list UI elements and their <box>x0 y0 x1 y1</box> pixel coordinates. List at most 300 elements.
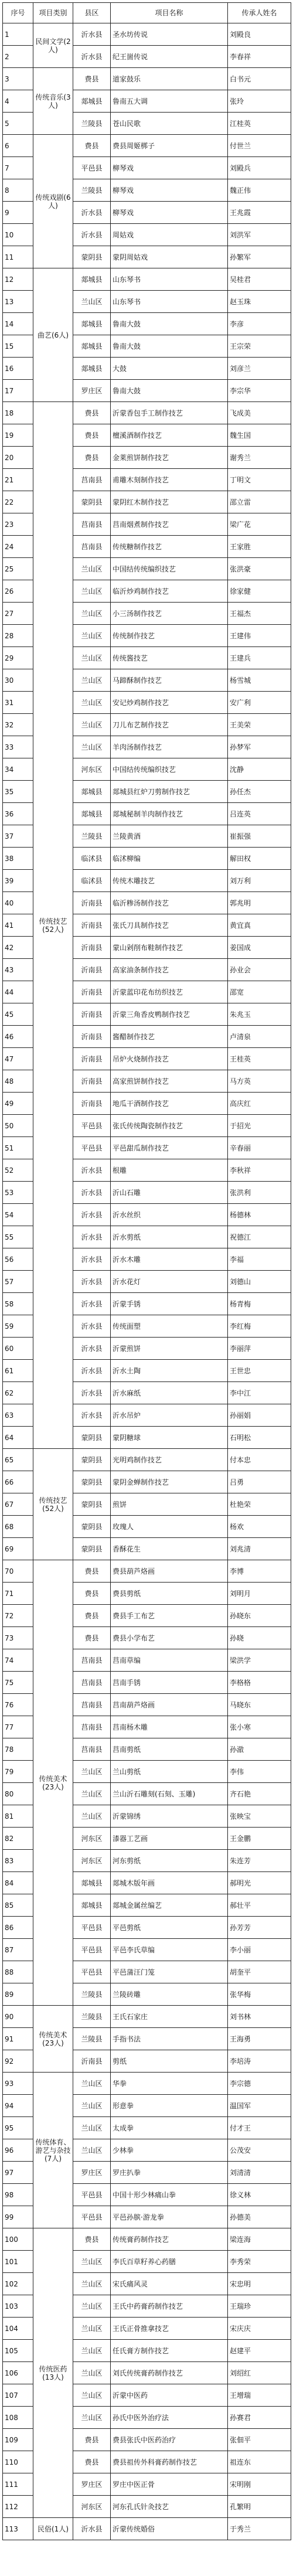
row-number: 77 <box>3 1716 33 1738</box>
row-number: 102 <box>3 2273 33 2295</box>
project-name-cell: 张氏传统陶瓷制作技艺 <box>111 1115 228 1137</box>
project-name-cell: 苍山民歌 <box>111 113 228 135</box>
district-cell: 沂水县 <box>73 1182 111 1204</box>
district-cell: 平邑县 <box>73 2184 111 2206</box>
inheritor-name-cell: 李格格 <box>228 1672 291 1694</box>
district-cell: 沂水县 <box>73 1338 111 1360</box>
row-number: 47 <box>3 1048 33 1070</box>
project-name-cell: 河东剪纸 <box>111 1850 228 1872</box>
district-cell: 沂水县 <box>73 1204 111 1226</box>
row-number: 69 <box>3 1538 33 1560</box>
inheritor-name-cell: 卢清泉 <box>228 1026 291 1048</box>
inheritor-name-cell: 李秋祥 <box>228 1159 291 1182</box>
district-cell: 蒙阴县 <box>73 1471 111 1493</box>
project-name-cell: 圣水坊传说 <box>111 23 228 46</box>
row-number: 92 <box>3 2050 33 2073</box>
inheritor-name-cell: 王增瑞 <box>228 2384 291 2407</box>
district-cell: 莒南县 <box>73 469 111 491</box>
district-cell: 蒙阴县 <box>73 1493 111 1516</box>
table-row <box>3 2073 291 2095</box>
inheritor-name-cell: 杨青梅 <box>228 1293 291 1315</box>
inheritor-name-cell: 王桂英 <box>228 1048 291 1070</box>
inheritor-name-cell: 魏正伟 <box>228 179 291 202</box>
table-body <box>3 23 291 2540</box>
row-number: 26 <box>3 580 33 603</box>
table-row <box>3 2518 291 2540</box>
district-cell: 郯城县 <box>73 335 111 358</box>
row-number: 53 <box>3 1182 33 1204</box>
project-name-cell: 光明鸡制作技艺 <box>111 1449 228 1471</box>
row-number: 64 <box>3 1427 33 1449</box>
district-cell: 郯城县 <box>73 1894 111 1917</box>
inheritor-name-cell: 白书元 <box>228 68 291 90</box>
project-name-cell: 柳琴戏 <box>111 179 228 202</box>
category-cell: 传统音乐(3人) <box>33 68 73 135</box>
inheritor-name-cell: 王世忠 <box>228 1360 291 1382</box>
district-cell: 沂水县 <box>73 2518 111 2540</box>
district-cell: 兰山区 <box>73 736 111 758</box>
row-number: 54 <box>3 1204 33 1226</box>
project-name-cell: 传统酱技艺 <box>111 647 228 669</box>
inheritor-name-cell: 李彦 <box>228 313 291 335</box>
project-name-cell: 道家鼓乐 <box>111 68 228 90</box>
district-cell: 兰山区 <box>73 2407 111 2429</box>
row-number: 33 <box>3 736 33 758</box>
row-number: 50 <box>3 1115 33 1137</box>
district-cell: 兰山区 <box>73 2073 111 2095</box>
inheritor-name-cell: 宋忠明 <box>228 2273 291 2295</box>
project-name-cell: 兰山剪纸 <box>111 1761 228 1783</box>
project-name-cell: 华拳 <box>111 2073 228 2095</box>
row-number: 94 <box>3 2095 33 2117</box>
inheritor-name-cell: 祖连东 <box>228 2451 291 2473</box>
inheritor-name-cell: 辛春丽 <box>228 1137 291 1159</box>
project-name-cell: 小三汤制作技艺 <box>111 603 228 625</box>
project-name-cell: 罗庄扒拳 <box>111 2162 228 2184</box>
inheritor-name-cell: 王宗荣 <box>228 335 291 358</box>
inheritor-name-cell: 张映宝 <box>228 1805 291 1828</box>
row-number: 2 <box>3 46 33 68</box>
category-cell: 传统体育、游艺与杂技(7人) <box>33 2073 73 2228</box>
row-number: 42 <box>3 937 33 959</box>
district-cell: 郯城县 <box>73 803 111 825</box>
row-number: 30 <box>3 669 33 692</box>
row-number: 36 <box>3 803 33 825</box>
row-number: 74 <box>3 1649 33 1672</box>
project-name-cell: 费县葫芦烙画 <box>111 1560 228 1583</box>
district-cell: 兰山区 <box>73 2340 111 2362</box>
project-name-cell: 香酥花生 <box>111 1538 228 1560</box>
row-number: 105 <box>3 2340 33 2362</box>
district-cell: 兰山区 <box>73 2251 111 2273</box>
district-cell: 费县 <box>73 135 111 157</box>
inheritor-name-cell: 李宗德 <box>228 2073 291 2095</box>
row-number: 89 <box>3 1983 33 2006</box>
header-district: 县区 <box>73 3 111 23</box>
district-cell: 沂水县 <box>73 1404 111 1427</box>
district-cell: 蒙阴县 <box>73 1538 111 1560</box>
header-project: 项目名称 <box>111 3 228 23</box>
project-name-cell: 蒙阴周姑戏 <box>111 246 228 268</box>
district-cell: 沂南县 <box>73 1003 111 1026</box>
inheritor-name-cell: 孔繁明 <box>228 2496 291 2518</box>
district-cell: 兰山区 <box>73 2139 111 2162</box>
header-category: 项目类别 <box>33 3 73 23</box>
district-cell: 兰陵县 <box>73 825 111 848</box>
row-number: 90 <box>3 2006 33 2028</box>
header-no: 序号 <box>3 3 33 23</box>
inheritor-name-cell: 李伟 <box>228 1761 291 1783</box>
inheritor-name-cell: 刘明月 <box>228 1583 291 1605</box>
district-cell: 兰山区 <box>73 669 111 692</box>
district-cell: 郯城县 <box>73 1872 111 1894</box>
row-number: 108 <box>3 2407 33 2429</box>
district-cell: 莒南县 <box>73 1649 111 1672</box>
project-name-cell: 沂水丝织 <box>111 1204 228 1226</box>
row-number: 113 <box>3 2518 33 2540</box>
row-number: 73 <box>3 1627 33 1649</box>
row-number: 38 <box>3 848 33 870</box>
project-name-cell: 传统面塑 <box>111 1315 228 1338</box>
project-name-cell: 根雕 <box>111 1159 228 1182</box>
inheritor-name-cell: 李中江 <box>228 1382 291 1404</box>
project-name-cell: 李氏百草籽养心药膳 <box>111 2251 228 2273</box>
inheritor-name-cell: 黄宜真 <box>228 914 291 937</box>
inheritor-name-cell: 孙梦军 <box>228 736 291 758</box>
district-cell: 沂水县 <box>73 1226 111 1248</box>
project-name-cell: 王氏中药膏药制作技艺 <box>111 2295 228 2318</box>
row-number: 17 <box>3 380 33 402</box>
project-name-cell: 平邑孙膑·游龙拳 <box>111 2206 228 2228</box>
row-number: 31 <box>3 692 33 714</box>
row-number: 14 <box>3 313 33 335</box>
inheritor-name-cell: 吕连英 <box>228 803 291 825</box>
row-number: 3 <box>3 68 33 90</box>
inheritor-name-cell: 安广利 <box>228 692 291 714</box>
inheritor-name-cell: 姜国成 <box>228 937 291 959</box>
inheritor-name-cell: 李小丽 <box>228 1939 291 1961</box>
project-name-cell: 任氏膏方制作技艺 <box>111 2340 228 2362</box>
inheritor-name-cell: 王金鹏 <box>228 1828 291 1850</box>
row-number: 62 <box>3 1382 33 1404</box>
row-number: 35 <box>3 781 33 803</box>
row-number: 85 <box>3 1894 33 1917</box>
district-cell: 莒南县 <box>73 536 111 558</box>
row-number: 67 <box>3 1493 33 1516</box>
district-cell: 郯城县 <box>73 358 111 380</box>
inheritor-name-cell: 刘兆清 <box>228 1538 291 1560</box>
table-row <box>3 268 291 291</box>
inheritor-name-cell: 李春祥 <box>228 46 291 68</box>
project-name-cell: 少林拳 <box>111 2139 228 2162</box>
project-name-cell: 蒙山剁削布鞋制作技艺 <box>111 937 228 959</box>
inheritor-name-cell: 刘绍红 <box>228 2362 291 2384</box>
row-number: 41 <box>3 914 33 937</box>
inheritor-name-cell: 公茂安 <box>228 2139 291 2162</box>
inheritor-name-cell: 丁明文 <box>228 469 291 491</box>
district-cell: 沂水县 <box>73 1360 111 1382</box>
project-name-cell: 费县手工布艺 <box>111 1605 228 1627</box>
project-name-cell: 安记炒鸡制作技艺 <box>111 692 228 714</box>
project-name-cell: 罗庄中医正骨 <box>111 2473 228 2496</box>
row-number: 110 <box>3 2451 33 2473</box>
row-number: 9 <box>3 202 33 224</box>
project-name-cell: 费县祖传外科膏药制作技艺 <box>111 2451 228 2473</box>
district-cell: 蒙阴县 <box>73 1449 111 1471</box>
row-number: 55 <box>3 1226 33 1248</box>
row-number: 66 <box>3 1471 33 1493</box>
project-name-cell: 鲁南大鼓 <box>111 335 228 358</box>
district-cell: 临沭县 <box>73 848 111 870</box>
project-name-cell: 费县剪纸 <box>111 1583 228 1605</box>
project-name-cell: 平邑甜瓜制作技艺 <box>111 1137 228 1159</box>
project-name-cell: 临沂炒鸡制作技艺 <box>111 580 228 603</box>
project-name-cell: 沂水土陶 <box>111 1360 228 1382</box>
inheritor-name-cell: 杜艳荣 <box>228 1493 291 1516</box>
project-name-cell: 郯城秘制羊肉制作技艺 <box>111 803 228 825</box>
inheritor-name-cell: 刘清清 <box>228 2162 291 2184</box>
inheritor-name-cell: 张洪利 <box>228 1182 291 1204</box>
inheritor-name-cell: 刘万利 <box>228 870 291 892</box>
project-name-cell: 沂蒙香包手工制作技艺 <box>111 402 228 424</box>
inheritor-name-cell: 朱兆玉 <box>228 1003 291 1026</box>
inheritor-name-cell: 李丽萍 <box>228 1338 291 1360</box>
project-name-cell: 刘氏传统膏药制作技艺 <box>111 2362 228 2384</box>
row-number: 80 <box>3 1783 33 1805</box>
project-name-cell: 费县周姬梆子 <box>111 135 228 157</box>
district-cell: 沂南县 <box>73 2050 111 2073</box>
table-row <box>3 402 291 424</box>
district-cell: 费县 <box>73 402 111 424</box>
row-number: 29 <box>3 647 33 669</box>
project-name-cell: 张氏刀具制作技艺 <box>111 914 228 937</box>
row-number: 83 <box>3 1850 33 1872</box>
district-cell: 沂水县 <box>73 1293 111 1315</box>
category-cell: 传统医药(13人) <box>33 2228 73 2518</box>
project-name-cell: 檀溪酒制作技艺 <box>111 424 228 447</box>
row-number: 4 <box>3 90 33 113</box>
row-number: 8 <box>3 179 33 202</box>
district-cell: 沂南县 <box>73 1048 111 1070</box>
district-cell: 兰山区 <box>73 625 111 647</box>
project-name-cell: 蒙阴糖球 <box>111 1427 228 1449</box>
district-cell: 费县 <box>73 68 111 90</box>
row-number: 11 <box>3 246 33 268</box>
project-name-cell: 大鼓 <box>111 358 228 380</box>
row-number: 111 <box>3 2473 33 2496</box>
district-cell: 沂水县 <box>73 1315 111 1338</box>
inheritor-name-cell: 江桂英 <box>228 113 291 135</box>
inheritor-name-cell: 于招光 <box>228 1115 291 1137</box>
inheritor-name-cell: 吴桂君 <box>228 268 291 291</box>
row-number: 51 <box>3 1137 33 1159</box>
project-name-cell: 沂水花灯 <box>111 1271 228 1293</box>
row-number: 6 <box>3 135 33 157</box>
inheritor-name-cell: 王瑞珍 <box>228 2295 291 2318</box>
row-number: 104 <box>3 2318 33 2340</box>
inheritor-name-cell: 邵立雷 <box>228 491 291 513</box>
inheritor-name-cell: 王家胜 <box>228 536 291 558</box>
row-number: 19 <box>3 424 33 447</box>
district-cell: 蒙阴县 <box>73 246 111 268</box>
inheritor-name-cell: 王建伟 <box>228 625 291 647</box>
inheritor-name-cell: 赵建平 <box>228 2340 291 2362</box>
project-name-cell: 手指书法 <box>111 2028 228 2050</box>
district-cell: 兰山区 <box>73 714 111 736</box>
table-row <box>3 2228 291 2251</box>
row-number: 99 <box>3 2206 33 2228</box>
district-cell: 蒙阴县 <box>73 1516 111 1538</box>
district-cell: 平邑县 <box>73 157 111 179</box>
inheritor-name-cell: 胡奎平 <box>228 1961 291 1983</box>
heritage-table-container <box>2 2 291 2540</box>
header-heir: 传承人姓名 <box>228 3 291 23</box>
district-cell: 费县 <box>73 2451 111 2473</box>
row-number: 39 <box>3 870 33 892</box>
row-number: 46 <box>3 1026 33 1048</box>
header-row <box>3 3 291 23</box>
district-cell: 莒南县 <box>73 513 111 536</box>
inheritor-name-cell: 李培涛 <box>228 2050 291 2073</box>
inheritor-name-cell: 张小寒 <box>228 1716 291 1738</box>
row-number: 43 <box>3 959 33 981</box>
project-name-cell: 王氏正骨推拿技艺 <box>111 2318 228 2340</box>
row-number: 107 <box>3 2384 33 2407</box>
district-cell: 沂南县 <box>73 981 111 1003</box>
project-name-cell: 莒南杨木雕 <box>111 1716 228 1738</box>
row-number: 78 <box>3 1738 33 1761</box>
district-cell: 兰山区 <box>73 1805 111 1828</box>
district-cell: 兰山区 <box>73 2295 111 2318</box>
row-number: 70 <box>3 1560 33 1583</box>
district-cell: 郯城县 <box>73 90 111 113</box>
project-name-cell: 周姑戏 <box>111 224 228 246</box>
project-name-cell: 纪王崮传说 <box>111 46 228 68</box>
district-cell: 费县 <box>73 2429 111 2451</box>
project-name-cell: 太成拳 <box>111 2117 228 2139</box>
row-number: 103 <box>3 2295 33 2318</box>
inheritor-name-cell: 马方英 <box>228 1070 291 1093</box>
row-number: 23 <box>3 513 33 536</box>
inheritor-name-cell: 孙业会 <box>228 959 291 981</box>
district-cell: 蒙阴县 <box>73 1427 111 1449</box>
inheritor-name-cell: 谢秀兰 <box>228 447 291 469</box>
district-cell: 兰山区 <box>73 291 111 313</box>
row-number: 37 <box>3 825 33 848</box>
inheritor-name-cell: 张洪豪 <box>228 558 291 580</box>
row-number: 59 <box>3 1315 33 1338</box>
row-number: 82 <box>3 1828 33 1850</box>
inheritor-name-cell: 杨德林 <box>228 1204 291 1226</box>
row-number: 100 <box>3 2228 33 2251</box>
inheritor-name-cell: 王海勇 <box>228 2028 291 2050</box>
project-name-cell: 平邑李氏草编 <box>111 1939 228 1961</box>
inheritor-name-cell: 马晓东 <box>228 1694 291 1716</box>
row-number: 79 <box>3 1761 33 1783</box>
district-cell: 平邑县 <box>73 1917 111 1939</box>
district-cell: 兰陵县 <box>73 1983 111 2006</box>
inheritor-name-cell: 孙丽娟 <box>228 1404 291 1427</box>
project-name-cell: 兰山沂石雕刻(石刻、玉雕) <box>111 1783 228 1805</box>
inheritor-name-cell: 朱连芳 <box>228 1850 291 1872</box>
inheritor-name-cell: 崔振强 <box>228 825 291 848</box>
category-cell: 民间文学(2人) <box>33 23 73 68</box>
project-name-cell: 地瓜干酒制作技艺 <box>111 1093 228 1115</box>
table-row <box>3 135 291 157</box>
project-name-cell: 沂水吊炉 <box>111 1404 228 1427</box>
inheritor-name-cell: 刘殿良 <box>228 23 291 46</box>
row-number: 13 <box>3 291 33 313</box>
district-cell: 沂水县 <box>73 46 111 68</box>
inheritor-name-cell: 石明松 <box>228 1427 291 1449</box>
inheritor-name-cell: 李秀荣 <box>228 2251 291 2273</box>
project-name-cell: 兰陵砖雕 <box>111 1983 228 2006</box>
row-number: 28 <box>3 625 33 647</box>
district-cell: 沂南县 <box>73 1070 111 1093</box>
district-cell: 沂南县 <box>73 892 111 914</box>
row-number: 63 <box>3 1404 33 1427</box>
project-name-cell: 莒南手锈 <box>111 1672 228 1694</box>
row-number: 48 <box>3 1070 33 1093</box>
project-name-cell: 传统膏药制作技艺 <box>111 2228 228 2251</box>
inheritor-name-cell: 孙芳芳 <box>228 1917 291 1939</box>
district-cell: 莒南县 <box>73 1716 111 1738</box>
project-name-cell: 沂蒙锦绣 <box>111 1805 228 1828</box>
row-number: 71 <box>3 1583 33 1605</box>
project-name-cell: 马蹄酥制作技艺 <box>111 669 228 692</box>
project-name-cell: 郯城木版年画 <box>111 1872 228 1894</box>
project-name-cell: 煎饼 <box>111 1493 228 1516</box>
project-name-cell: 沂水剪纸 <box>111 1226 228 1248</box>
row-number: 25 <box>3 558 33 580</box>
district-cell: 兰山区 <box>73 2273 111 2295</box>
table-row <box>3 2006 291 2028</box>
project-name-cell: 高家煎饼制作技艺 <box>111 1070 228 1093</box>
row-number: 40 <box>3 892 33 914</box>
row-number: 34 <box>3 758 33 781</box>
project-name-cell: 莒南剪纸 <box>111 1738 228 1761</box>
inheritor-name-cell: 郭兆明 <box>228 892 291 914</box>
table-row <box>3 23 291 46</box>
inheritor-name-cell: 宋庆庆 <box>228 2318 291 2340</box>
row-number: 18 <box>3 402 33 424</box>
project-name-cell: 沂蒙蓝印花布纺织技艺 <box>111 981 228 1003</box>
inheritor-name-cell: 李红梅 <box>228 1315 291 1338</box>
district-cell: 兰山区 <box>73 2095 111 2117</box>
row-number: 109 <box>3 2429 33 2451</box>
row-number: 88 <box>3 1961 33 1983</box>
inheritor-name-cell: 孙繁军 <box>228 246 291 268</box>
district-cell: 费县 <box>73 1627 111 1649</box>
project-name-cell: 宋氏痛风灵 <box>111 2273 228 2295</box>
inheritor-name-cell: 李博 <box>228 1560 291 1583</box>
inheritor-name-cell: 孙赛君 <box>228 2407 291 2429</box>
inheritor-name-cell: 李宗华 <box>228 380 291 402</box>
project-name-cell: 山东琴书 <box>111 268 228 291</box>
inheritor-name-cell: 郝壮平 <box>228 1894 291 1917</box>
district-cell: 兰山区 <box>73 692 111 714</box>
project-name-cell: 传统木雕技艺 <box>111 870 228 892</box>
district-cell: 沂水县 <box>73 224 111 246</box>
inheritor-name-cell: 张玲 <box>228 90 291 113</box>
category-cell: 传统戏剧(6人) <box>33 135 73 268</box>
project-name-cell: 沂蒙中医药 <box>111 2384 228 2407</box>
row-number: 76 <box>3 1694 33 1716</box>
inheritor-name-cell: 徐义林 <box>228 2184 291 2206</box>
row-number: 24 <box>3 536 33 558</box>
project-name-cell: 传统制作技艺 <box>111 625 228 647</box>
project-name-cell: 金莱煎饼制作技艺 <box>111 447 228 469</box>
